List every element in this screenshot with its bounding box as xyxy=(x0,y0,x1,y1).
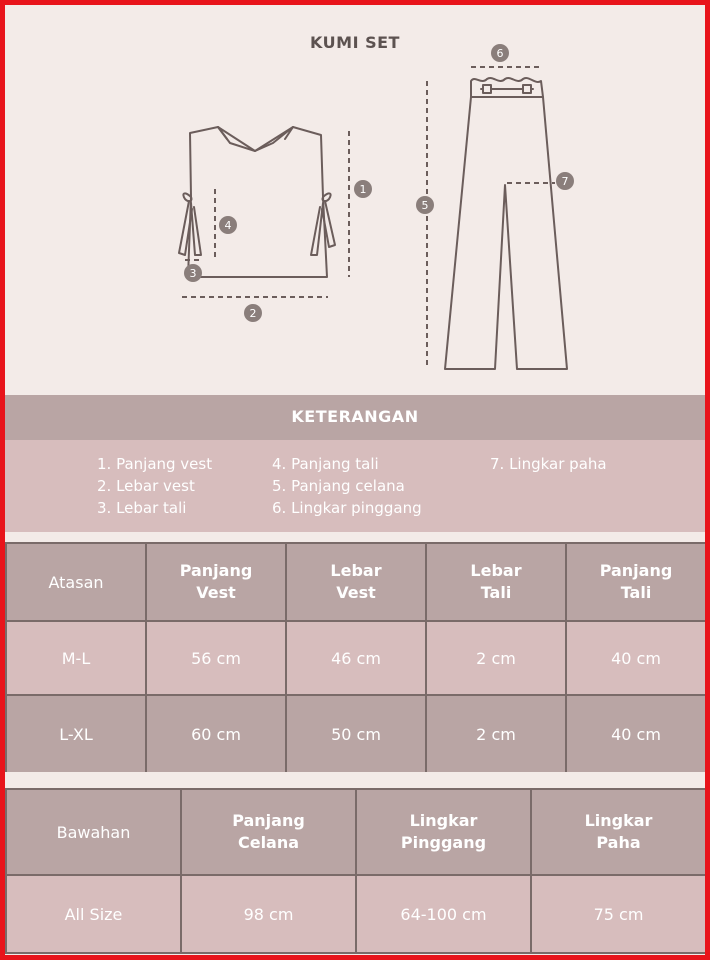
keterangan-legend xyxy=(5,440,705,532)
svg-text:7: 7 xyxy=(561,175,569,188)
table-cell: 98 cm xyxy=(181,875,356,953)
vest-outline xyxy=(179,127,335,277)
svg-text:5: 5 xyxy=(421,199,429,212)
marker-2 xyxy=(244,304,262,322)
size-label: L-XL xyxy=(6,695,146,773)
marker-4 xyxy=(219,216,237,234)
marker-5 xyxy=(416,196,434,214)
table-header: Lingkar Pinggang xyxy=(356,789,531,875)
atasan-size-table xyxy=(5,542,707,774)
legend-item: 6. Lingkar pinggang xyxy=(272,499,422,517)
legend-column-3 xyxy=(490,453,607,475)
svg-text:2: 2 xyxy=(249,307,257,320)
legend-item: 2. Lebar vest xyxy=(97,477,195,495)
size-label: M-L xyxy=(6,621,146,695)
table-cell: 2 cm xyxy=(426,621,566,695)
legend-item: 3. Lebar tali xyxy=(97,499,187,517)
size-label: All Size xyxy=(6,875,181,953)
table-row xyxy=(6,875,706,953)
marker-7 xyxy=(556,172,574,190)
table-header-bawahan: Bawahan xyxy=(6,789,181,875)
legend-column-1 xyxy=(97,453,212,519)
table-cell: 40 cm xyxy=(566,695,706,773)
legend-column-2 xyxy=(272,453,422,519)
table-row xyxy=(6,621,706,695)
spacer xyxy=(5,772,705,788)
table-cell: 64-100 cm xyxy=(356,875,531,953)
table-header: Lingkar Paha xyxy=(531,789,706,875)
marker-3 xyxy=(184,264,202,282)
svg-text:4: 4 xyxy=(224,219,232,232)
table-cell: 56 cm xyxy=(146,621,286,695)
table-cell: 60 cm xyxy=(146,695,286,773)
table-header: Panjang Vest xyxy=(146,543,286,621)
table-cell: 50 cm xyxy=(286,695,426,773)
table-header: Lebar Vest xyxy=(286,543,426,621)
svg-text:6: 6 xyxy=(496,47,504,60)
garment-drawing xyxy=(5,5,705,395)
legend-item: 7. Lingkar paha xyxy=(490,455,607,473)
svg-text:3: 3 xyxy=(189,267,197,280)
marker-1 xyxy=(354,180,372,198)
pants-outline xyxy=(445,78,567,369)
legend-item: 1. Panjang vest xyxy=(97,455,213,473)
legend-item: 5. Panjang celana xyxy=(272,477,405,495)
size-illustration xyxy=(5,5,705,395)
table-header-atasan: Atasan xyxy=(6,543,146,621)
marker-6 xyxy=(491,44,509,62)
keterangan-heading: KETERANGAN xyxy=(5,395,705,440)
spacer xyxy=(5,532,705,542)
table-header: Panjang Celana xyxy=(181,789,356,875)
table-cell: 2 cm xyxy=(426,695,566,773)
table-cell: 46 cm xyxy=(286,621,426,695)
table-header: Panjang Tali xyxy=(566,543,706,621)
table-cell: 40 cm xyxy=(566,621,706,695)
bawahan-size-table xyxy=(5,788,707,954)
table-cell: 75 cm xyxy=(531,875,706,953)
page-title: KUMI SET xyxy=(310,33,400,52)
legend-item: 4. Panjang tali xyxy=(272,455,379,473)
table-row xyxy=(6,695,706,773)
table-header: Lebar Tali xyxy=(426,543,566,621)
svg-text:1: 1 xyxy=(359,183,367,196)
